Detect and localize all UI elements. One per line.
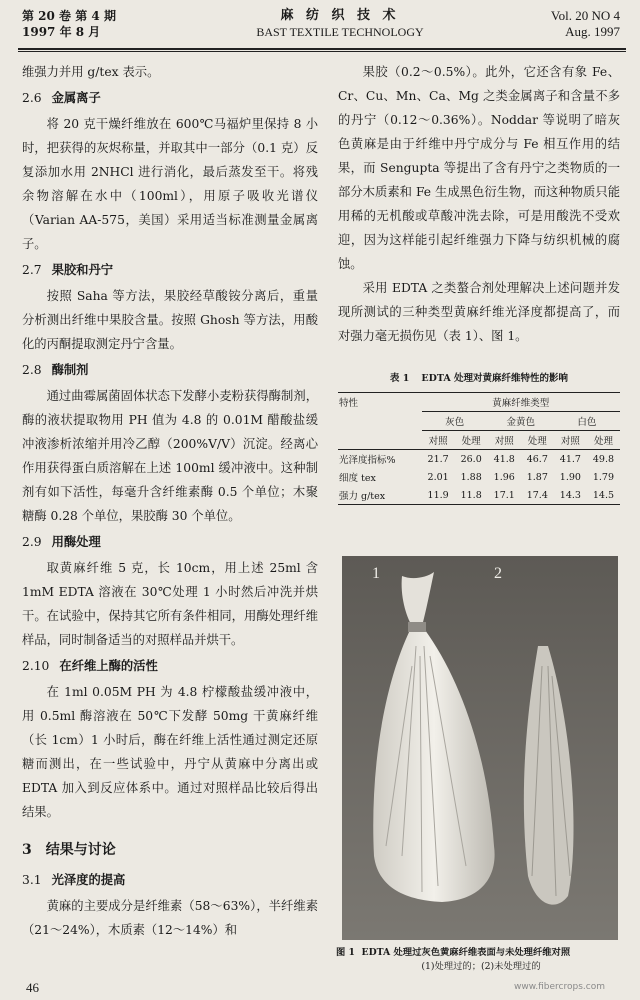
- figure-label: 图 1: [336, 947, 356, 958]
- section-title: 光泽度的提高: [51, 872, 126, 887]
- section-heading: [22, 358, 318, 382]
- left-column: [22, 60, 318, 942]
- section-title: 金属离子: [51, 90, 101, 105]
- photo-mark-2: 2: [494, 565, 502, 582]
- volume-issue: 第 20 卷 第 4 期: [22, 9, 116, 23]
- table-label: 表 1: [389, 373, 410, 384]
- table-cell: 17.1: [493, 489, 515, 501]
- issue-info: [22, 8, 116, 40]
- issue-date: 1997 年 8 月: [22, 25, 101, 39]
- table-header-cell: 特性: [339, 398, 359, 410]
- fiber-tie: [408, 622, 426, 632]
- header-rule: [18, 48, 626, 50]
- section-heading: [22, 86, 318, 110]
- chapter-title: 结果与讨论: [45, 842, 116, 858]
- table-cell: 17.4: [526, 489, 548, 501]
- table-row-label: 光泽度指标%: [339, 455, 396, 466]
- table-header-cell: 处理: [593, 436, 613, 447]
- section-title: 果胶和丹宁: [51, 262, 114, 277]
- table-cell: 1.90: [559, 471, 581, 483]
- table-header-cell: 白色: [554, 412, 620, 431]
- section-heading: [22, 654, 318, 678]
- section-title: 用酶处理: [51, 534, 101, 549]
- journal-title-cn: 麻 纺 织 技 术: [280, 8, 400, 23]
- figure-legend: (1)处理过的；(2)未处理过的: [421, 961, 541, 972]
- date-en: Aug. 1997: [565, 24, 620, 39]
- chapter-number: 3: [22, 842, 32, 858]
- table-caption: [338, 370, 620, 384]
- table-cell: 14.5: [592, 489, 615, 501]
- table-header-cell: 对照: [494, 436, 514, 447]
- table-row-label: 细度 tex: [339, 473, 376, 484]
- table-cell: 11.9: [427, 489, 449, 501]
- journal-title-en: BAST TEXTILE TECHNOLOGY: [256, 25, 424, 39]
- paragraph: 黄麻的主要成分是纤维素（58～63%），半纤维素（21～24%），木质素（12～14%）和: [22, 899, 318, 937]
- table-cell: 14.3: [559, 489, 581, 501]
- table-cell: 21.7: [427, 453, 449, 465]
- paragraph: 在 1ml 0.05M PH 为 4.8 柠檬酸盐缓冲液中，用 0.5ml 酶溶液在 50℃下发酵 50mg 干黄麻纤维（长 1cm）1 小时后，酶在纤维上活性通过测定还原糖而测出，在一些试验中，丹宁从黄麻中分离出或 EDTA 加入到反应体系中。通过对照样品比较后得出结果。: [22, 685, 318, 819]
- table-cell: 26.0: [460, 453, 482, 465]
- table-cell: 1.87: [526, 471, 548, 483]
- table-row-label: 强力 g/tex: [339, 491, 386, 502]
- figure-title: EDTA 处理过灰色黄麻纤维表面与未处理纤维对照: [361, 947, 571, 958]
- header-rule-thin: [18, 51, 626, 52]
- table-cell: 1.88: [460, 471, 482, 483]
- table-cell: 2.01: [427, 471, 449, 483]
- section-number: 2.7: [22, 263, 42, 277]
- paragraph: 通过曲霉属菌固体状态下发酵小麦粉获得酶制剂，酶的液状提取物用 PH 值为 4.8 的 0.01M 醋酸盐缓冲液渗析浓缩并用冷乙醇（200%V/V）沉淀。经离心作用获得蛋白质溶解在上述 100ml 缓冲液中。这种制剂有如下活性，每毫升含纤维素酶 0.5 个单位；木聚糖酶 0.28 个单位，果胶酶 30 个单位。: [22, 389, 318, 523]
- page-number: 46: [26, 980, 39, 995]
- section-heading: [22, 868, 318, 892]
- table-cell: 1.96: [493, 471, 515, 483]
- table-header-cell: 对照: [560, 436, 580, 447]
- section-number: 2.8: [22, 363, 42, 377]
- table-header-cell: 处理: [527, 436, 547, 447]
- figure-caption-line: [336, 946, 626, 960]
- table-header-cell: 金黄色: [488, 412, 554, 431]
- paragraph: 采用 EDTA 之类螯合剂处理解决上述问题并发现所测试的三种类型黄麻纤维光泽度都提高了，而对强力毫无损伤见（表 1）、图 1。: [338, 281, 620, 343]
- issue-info-en: [551, 8, 620, 40]
- journal-title: [200, 8, 480, 40]
- fiber-photo: [342, 556, 618, 940]
- paragraph: 果胶（0.2～0.5%）。此外，它还含有象 Fe、Cr、Cu、Mn、Ca、Mg 之类金属离子和含量不多的丹宁（0.12～0.36%）。Noddar 等说明了暗灰色黄麻是由于纤维中丹宁成分与 Fe 相互作用的结果，而 Sengupta 等提出了含有丹宁之类物质的一部分木质素和 Fe 生成黑色衍生物，而这种物质只能用稀的无机酸或草酸冲洗去除，可是用酸洗不受欢迎，因为这样能引起纤维强力下降与纺织机械的腐蚀。: [338, 65, 620, 271]
- page-header: [0, 0, 640, 50]
- fiber-photo-drawing: [342, 556, 618, 940]
- section-title: 酶制剂: [51, 362, 89, 377]
- volume-en: Vol. 20 NO 4: [550, 8, 620, 23]
- table-header-cell: 黄麻纤维类型: [422, 393, 620, 412]
- table-cell: 49.8: [592, 453, 615, 465]
- paragraph: 按照 Saha 等方法，果胶经草酸铵分离后，重量分析测出纤维中果胶含量。按照 Ghosh 等方法，用酸化的丙酮提取测定丹宁含量。: [22, 289, 318, 351]
- table-cell: 41.8: [493, 453, 515, 465]
- section-number: 2.10: [22, 659, 50, 673]
- data-table: [338, 392, 620, 505]
- section-heading: [22, 258, 318, 282]
- paragraph: 将 20 克干燥纤维放在 600℃马福炉里保持 8 小时，把获得的灰烬称量，并取其中一部分（0.1 克）反复添加水用 2NHCl 进行消化，最后蒸发至干。将残余物溶解在水中（100ml），用原子吸收光谱仪（Varian AA-575，美国）采用适当标准测量金属离子。: [22, 117, 318, 251]
- table-header-cell: 处理: [461, 436, 481, 447]
- photo-mark-1: 1: [372, 565, 380, 582]
- table-cell: 41.7: [559, 453, 581, 465]
- paragraph: 取黄麻纤维 5 克，长 10cm，用上述 25ml 含 1mM EDTA 溶液在 30℃处理 1 小时然后冲洗并烘干。在试验中，保持其它所有条件相同，用酶处理纤维样品，同时制备适当的对照样品并烘干。: [22, 561, 318, 647]
- table-cell: 1.79: [592, 471, 615, 483]
- table-header-cell: 对照: [428, 436, 448, 447]
- table-cell: 46.7: [526, 453, 548, 465]
- table-1: [338, 370, 620, 505]
- section-number: 2.9: [22, 535, 42, 549]
- section-title: 在纤维上酶的活性: [59, 658, 158, 673]
- section-number: 3.1: [22, 873, 42, 887]
- table-header-cell: 灰色: [422, 412, 488, 431]
- table-title: EDTA 处理对黄麻纤维特性的影响: [421, 373, 569, 384]
- figure-caption: [336, 946, 626, 974]
- section-number: 2.6: [22, 91, 42, 105]
- chapter-heading: [22, 838, 318, 862]
- watermark: www.fibercrops.com: [514, 982, 605, 992]
- section-heading: [22, 530, 318, 554]
- table-cell: 11.8: [460, 489, 482, 501]
- paragraph: 维强力并用 g/tex 表示。: [22, 65, 160, 79]
- right-column: [338, 60, 620, 348]
